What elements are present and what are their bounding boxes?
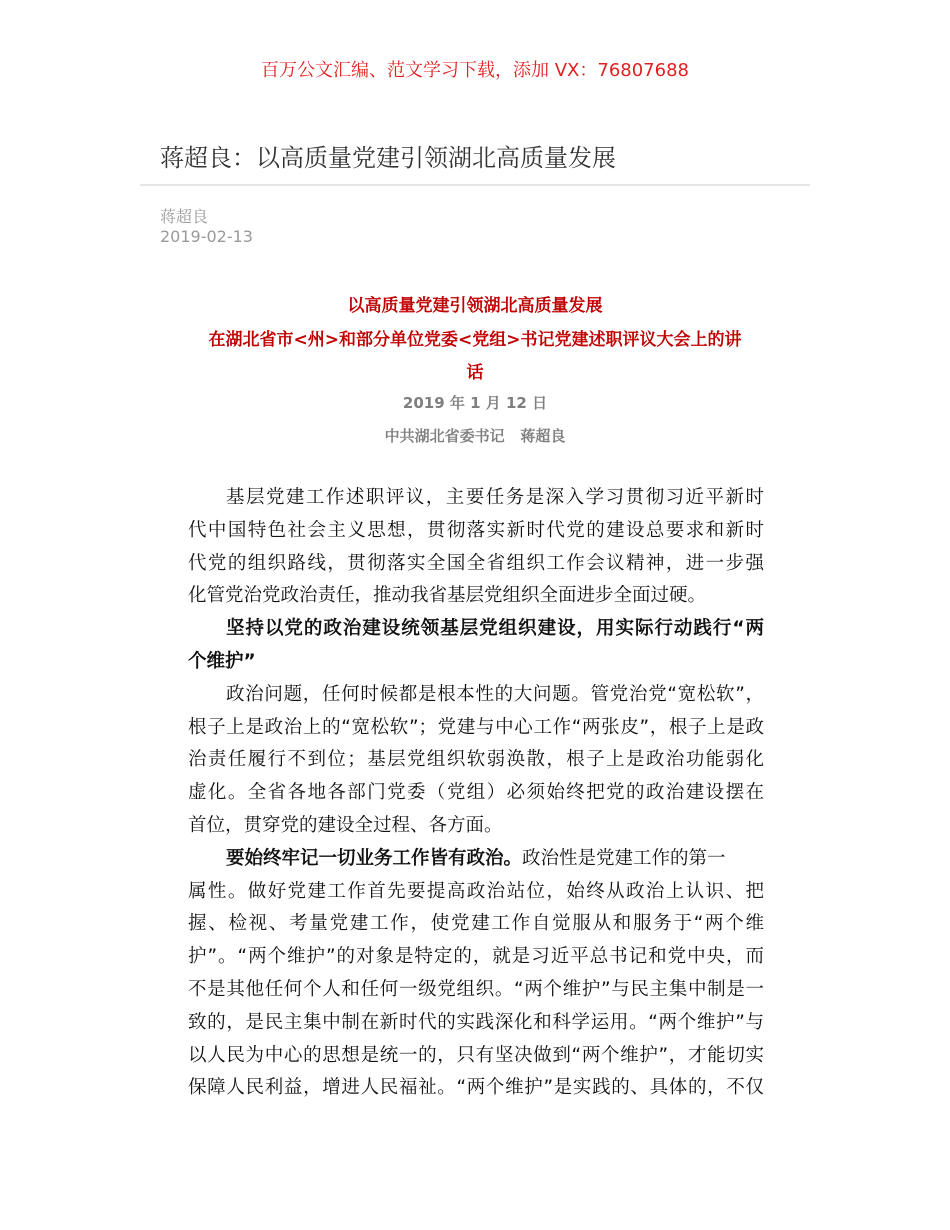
article-body <box>188 482 764 1105</box>
section-heading-line: 坚持以党的政治建设统领基层党组织建设，用实际行动践行“两 <box>226 618 764 640</box>
body-line: 治责任履行不到位；基层党组织软弱涣散，根子上是政治功能弱化 <box>188 749 764 771</box>
title-divider <box>140 184 810 186</box>
body-line: 政治问题，任何时候都是根本性的大问题。管党治党“宽松软”， <box>226 683 764 705</box>
body-line: 致的，是民主集中制在新时代的实践深化和科学运用。“两个维护”与 <box>188 1011 764 1033</box>
section-heading-line: 个维护” <box>188 650 256 672</box>
body-line: 护”。“两个维护”的对象是特定的，就是习近平总书记和党中央，而 <box>188 946 764 968</box>
body-line: 代党的组织路线，贯彻落实全国全省组织工作会议精神，进一步强 <box>188 552 764 574</box>
bold-lead: 要始终牢记一切业务工作皆有政治。 <box>226 847 523 869</box>
body-line: 以人民为中心的思想是统一的，只有坚决做到“两个维护”，才能切实 <box>188 1044 764 1066</box>
doc-heading: 以高质量党建引领湖北高质量发展 <box>347 296 603 316</box>
body-line: 基层党建工作述职评议，主要任务是深入学习贯彻习近平新时 <box>226 487 764 508</box>
body-line: 化管党治党政治责任，推动我省基层党组织全面进步全面过硬。 <box>188 585 707 607</box>
article-date: 2019-02-13 <box>160 227 253 246</box>
body-line: 属性。做好党建工作首先要提高政治站位，始终从政治上认识、把 <box>188 880 764 902</box>
body-line: 虚化。全省各地各部门党委（党组）必须始终把党的政治建设摆在 <box>188 782 764 804</box>
promo-banner: 百万公文汇编、范文学习下载，添加 VX：76807688 <box>261 60 689 81</box>
speaker: 中共湖北省委书记 蒋超良 <box>384 427 566 445</box>
body-line: 握、检视、考量党建工作，使党建工作自觉服从和服务于“两个维 <box>188 913 764 935</box>
article-title: 蒋超良：以高质量党建引领湖北高质量发展 <box>160 144 616 172</box>
article-author: 蒋超良 <box>160 207 209 226</box>
doc-subheading-line2: 话 <box>466 363 484 383</box>
body-line: 根子上是政治上的“宽松软”；党建与中心工作“两张皮”，根子上是政 <box>188 716 764 738</box>
body-line: 保障人民利益，增进人民福祉。“两个维护”是实践的、具体的，不仅 <box>188 1077 764 1099</box>
doc-subheading-line1: 在湖北省市<州>和部分单位党委<党组>书记党建述职评议大会上的讲 <box>208 330 742 350</box>
body-text: 政治性是党建工作的第一 <box>522 847 726 869</box>
body-line <box>188 843 764 876</box>
body-line: 首位，贯穿党的建设全过程、各方面。 <box>188 814 503 836</box>
body-line: 不是其他任何个人和任何一级党组织。“两个维护”与民主集中制是一 <box>188 978 764 1000</box>
body-line: 代中国特色社会主义思想，贯彻落实新时代党的建设总要求和新时 <box>188 519 764 541</box>
speech-date: 2019 年 1 月 12 日 <box>402 394 548 412</box>
